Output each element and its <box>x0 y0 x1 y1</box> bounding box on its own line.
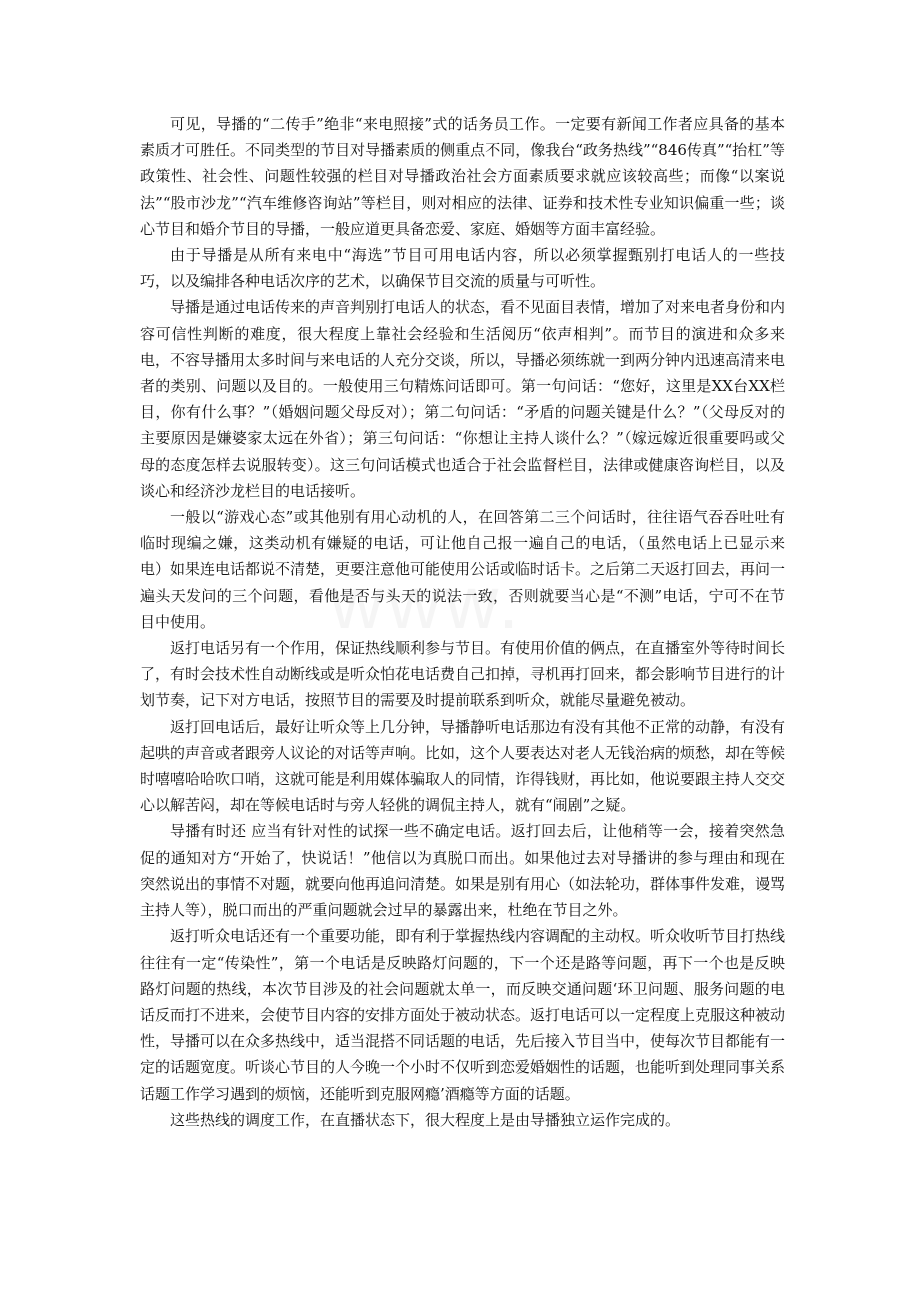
paragraph-8: 返打听众电话还有一个重要功能，即有利于掌握热线内容调配的主动权。听众收听节目打热线往往有一定“传染性”，第一个电话是反映路灯问题的，下一个还是路等问题，再下一个也是反映路灯问题的热线，本次节目涉及的社会问题就太单一，而反映交通问题‘环卫问题、服务问题的电话反而打不进来，会使节目内容的安排方面处于被动状态。返打电话可以一定程度上克服这种被动性，导播可以在众多热线中，适当混搭不同话题的电话，先后接入节目当中，使每次节目都能有一定的话题宽度。听谈心节目的人今晚一个小时不仅听到恋爱婚姻性的话题，也能听到处理同事关系话题工作学习遇到的烦恼，还能听到克服网瘾’酒瘾等方面的话题。 <box>140 927 786 1103</box>
paragraph-3: 导播是通过电话传来的声音判别打电话人的状态，看不见面目表情，增加了对来电者身份和内容可信性判断的难度，很大程度上靠社会经验和生活阅历“依声相判”。而节目的演进和众多来电，不容导播用太多时间与来电话的人充分交谈，所以，导播必须练就一到两分钟内迅速高清来电者的类别、问题以及目的。一般使用三句精炼问话即可。第一句问话：“您好，这里是XX台XX栏目，你有什么事？”（婚姻问题父母反对）；第二句问话：“矛盾的问题关键是什么？”（父母反对的主要原因是嫌婆家太远在外省）；第三句问话：“你想让主持人谈什么？”（嫁远嫁近很重要吗或父母的态度怎样去说服转变）。这三句问话模式也适合于社会监督栏目，法律或健康咨询栏目，以及谈心和经济沙龙栏目的电话接听。 <box>140 298 786 500</box>
paragraph-2: 由于导播是从所有来电中“海选”节目可用电话内容，所以必须掌握甄别打电话人的一些技巧，以及编排各种电话次序的艺术，以确保节目交流的质量与可听性。 <box>140 246 785 291</box>
paragraph-1: 可见，导播的“二传手”绝非“来电照接”式的话务员工作。一定要有新闻工作者应具备的基本素质才可胜任。不同类型的节目对导播素质的侧重点不同，像我台“政务热线”“846传真”“抬杠”等政策性、社会性、问题性较强的栏目对导播政治社会方面素质要求就应该较高些；而像“以案说法”“股市沙龙”“汽车维修咨询站”等栏目，则对相应的法律、证券和技术性专业知识偏重一些；谈心节目和婚介节目的导播，一般应道更具备恋爱、家庭、婚姻等方面丰富经验。 <box>140 115 785 238</box>
document-body <box>140 111 785 1133</box>
paragraph-5: 返打电话另有一个作用，保证热线顺利参与节目。有使用价值的俩点，在直播室外等待时间长了，有时会技术性自动断线或是听众怕花电话费自己扣掉，寻机再打回来，都会影响节目进行的计划节奏，记下对方电话，按照节目的需要及时提前联系到听众，就能尽量避免被动。 <box>140 639 786 710</box>
paragraph-9: 这些热线的调度工作，在直播状态下，很大程度上是由导播独立运作完成的。 <box>170 1110 681 1129</box>
paragraph-4: 一般以“游戏心态”或其他别有用心动机的人，在回答第二三个问话时，往往语气吞吞吐吐有临时现编之嫌，这类动机有嫌疑的电话，可让他自己报一遍自己的电话，（虽然电话上已显示来电）如果连电话都说不清楚，更要注意他可能使用公话或临时话卡。之后第二天返打回去，再问一遍头天发问的三个问题，看他是否与头天的说法一致，否则就要当心是“不测”电话，宁可不在节目中使用。 <box>140 508 786 631</box>
paragraph-7: 导播有时还 应当有针对性的试探一些不确定电话。返打回去后，让他稍等一会，接着突然急促的通知对方“开始了，快说话！”他信以为真脱口而出。如果他过去对导播讲的参与理由和现在突然说出的事情不对题，就要向他再追问清楚。如果是别有用心（如法轮功，群体事件发难，谩骂主持人等），脱口而出的严重问题就会过早的暴露出来，杜绝在节目之外。 <box>140 822 786 920</box>
paragraph-6: 返打回电话后，最好让听众等上几分钟，导播静听电话那边有没有其他不正常的动静，有没有起哄的声音或者跟旁人议论的对话等声响。比如，这个人要表达对老人无钱治病的烦愁，却在等候时嘻嘻哈哈吹口哨，这就可能是利用媒体骗取人的同情，诈得钱财，再比如，他说要跟主持人交交心以解苦闷，却在等候电话时与旁人轻佻的调侃主持人，就有“闹剧”之疑。 <box>140 717 786 815</box>
